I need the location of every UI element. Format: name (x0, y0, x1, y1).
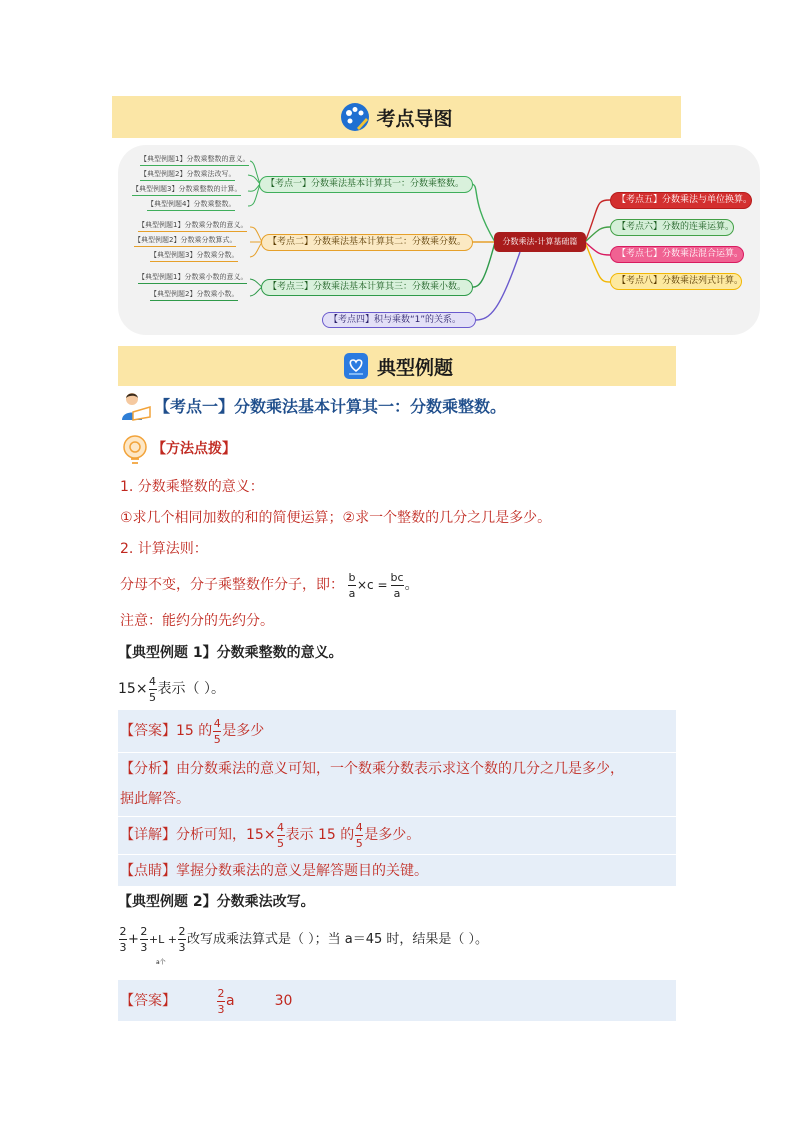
mindmap-node-topic-8: 【考点八】分数乘法列式计算。 (610, 273, 742, 290)
formula-fraction: $\frac{bc}{a}$ (390, 570, 404, 600)
mindmap-leaf: 【典型例题2】分数乘法改写。 (140, 171, 235, 178)
mindmap-leaf: 【典型例题1】分数乘小数的意义。 (138, 274, 247, 281)
student-reading-icon (119, 390, 153, 422)
example-1-detail: 【详解】 分析可知， 15× $\frac{4}{5}$ 表示 15 的 $\frac{4}{5}$ 是多少。 (120, 820, 421, 850)
divider (118, 854, 676, 855)
example-1-point: 【点睛】掌握分数乘法的意义是解答题目的关键。 (120, 863, 428, 879)
mindmap-leaf: 【典型例题1】分数乘分数的意义。 (138, 222, 247, 229)
detail-fraction: $\frac{4}{5}$ (355, 820, 363, 850)
example-1-analysis: 【分析】由分数乘法的意义可知，一个数乘分数表示求这个数的几分之几是多少， (120, 761, 624, 777)
mindmap-leaf: 【典型例题3】分数乘整数的计算。 (132, 186, 241, 193)
a-count-label: a个 (156, 959, 166, 966)
formula-end: 。 (404, 577, 419, 593)
detail-fraction: $\frac{4}{5}$ (277, 820, 285, 850)
mindmap-leaf: 【典型例题4】分数乘整数。 (147, 201, 235, 208)
divider (118, 752, 676, 753)
divider (118, 816, 676, 817)
lightbulb-icon (120, 434, 150, 466)
formula-fraction: $\frac{b}{a}$ (348, 570, 356, 600)
example-1-answer: 【答案】 15 的 $\frac{4}{5}$ 是多少 (120, 716, 265, 746)
examples-banner (118, 346, 676, 386)
question-fraction: $\frac{2}{3}$ (140, 924, 148, 954)
mindmap-node-topic-3: 【考点三】分数乘法基本计算其三：分数乘小数。 (261, 279, 473, 296)
formula-operator: ×c = (357, 578, 388, 592)
example-1-analysis-cont: 据此解答。 (120, 791, 190, 807)
rule-text-2: 分母不变，分子乘整数作分子，即： (120, 577, 344, 593)
rule-note: 注意：能约分的先约分。 (120, 613, 274, 629)
mindmap-node-topic-6: 【考点六】分数的连乘运算。 (610, 219, 734, 236)
mindmap-leaf: 【典型例题2】分数乘小数。 (150, 291, 238, 298)
mindmap-node-topic-1: 【考点一】分数乘法基本计算其一：分数乘整数。 (259, 176, 473, 193)
example-2-question: $\frac{2}{3}$ + $\frac{2}{3}$ +L + $\frac{2}{3}$ 改写成乘法算式是（ ）；当 a＝45 时，结果是（ ）。 (119, 924, 489, 954)
heart-card-icon (341, 351, 371, 381)
banner-title: 考点导图 (376, 107, 453, 130)
mindmap-leaf: 【典型例题3】分数乘分数。 (150, 252, 238, 259)
question-fraction: $\frac{4}{5}$ (149, 674, 157, 704)
example-2-title: 【典型例题 2】分数乘法改写。 (118, 894, 315, 910)
section-heading: 【考点一】分数乘法基本计算其一：分数乘整数。 (154, 397, 507, 416)
answer-fraction: $\frac{2}{3}$ (217, 986, 225, 1016)
answer-fraction: $\frac{4}{5}$ (213, 716, 221, 746)
example-1-question: 15× $\frac{4}{5}$ 表示（ ）。 (118, 674, 225, 704)
mindmap-leaf: 【典型例题1】分数乘整数的意义。 (140, 156, 249, 163)
example-1-title: 【典型例题 1】分数乘整数的意义。 (118, 645, 343, 661)
mindmap-node-topic-5: 【考点五】分数乘法与单位换算。 (610, 192, 752, 209)
rule-text-1: ①求几个相同加数的和的简便运算；②求一个整数的几分之几是多少。 (120, 510, 552, 526)
question-fraction: $\frac{2}{3}$ (178, 924, 186, 954)
rule-formula-line (120, 568, 419, 602)
rule-heading-2: 2. 计算法则： (120, 541, 208, 557)
mindmap-leaf: 【典型例题2】分数乘分数算式。 (134, 237, 236, 244)
mindmap-node-topic-4: 【考点四】积与乘数“1”的关系。 (322, 312, 476, 328)
question-fraction: $\frac{2}{3}$ (119, 924, 127, 954)
banner-title: 典型例题 (376, 356, 453, 379)
rule-heading-1: 1. 分数乘整数的意义： (120, 479, 264, 495)
example-2-answer: 【答案】 $\frac{2}{3}$ a 30 (120, 986, 293, 1016)
mindmap-node-topic-7: 【考点七】分数乘法混合运算。 (610, 246, 744, 263)
method-label: 【方法点拨】 (152, 441, 236, 457)
mindmap-node-topic-2: 【考点二】分数乘法基本计算其二：分数乘分数。 (261, 234, 473, 251)
mindmap-center-node: 分数乘法-计算基础篇 (494, 232, 586, 252)
